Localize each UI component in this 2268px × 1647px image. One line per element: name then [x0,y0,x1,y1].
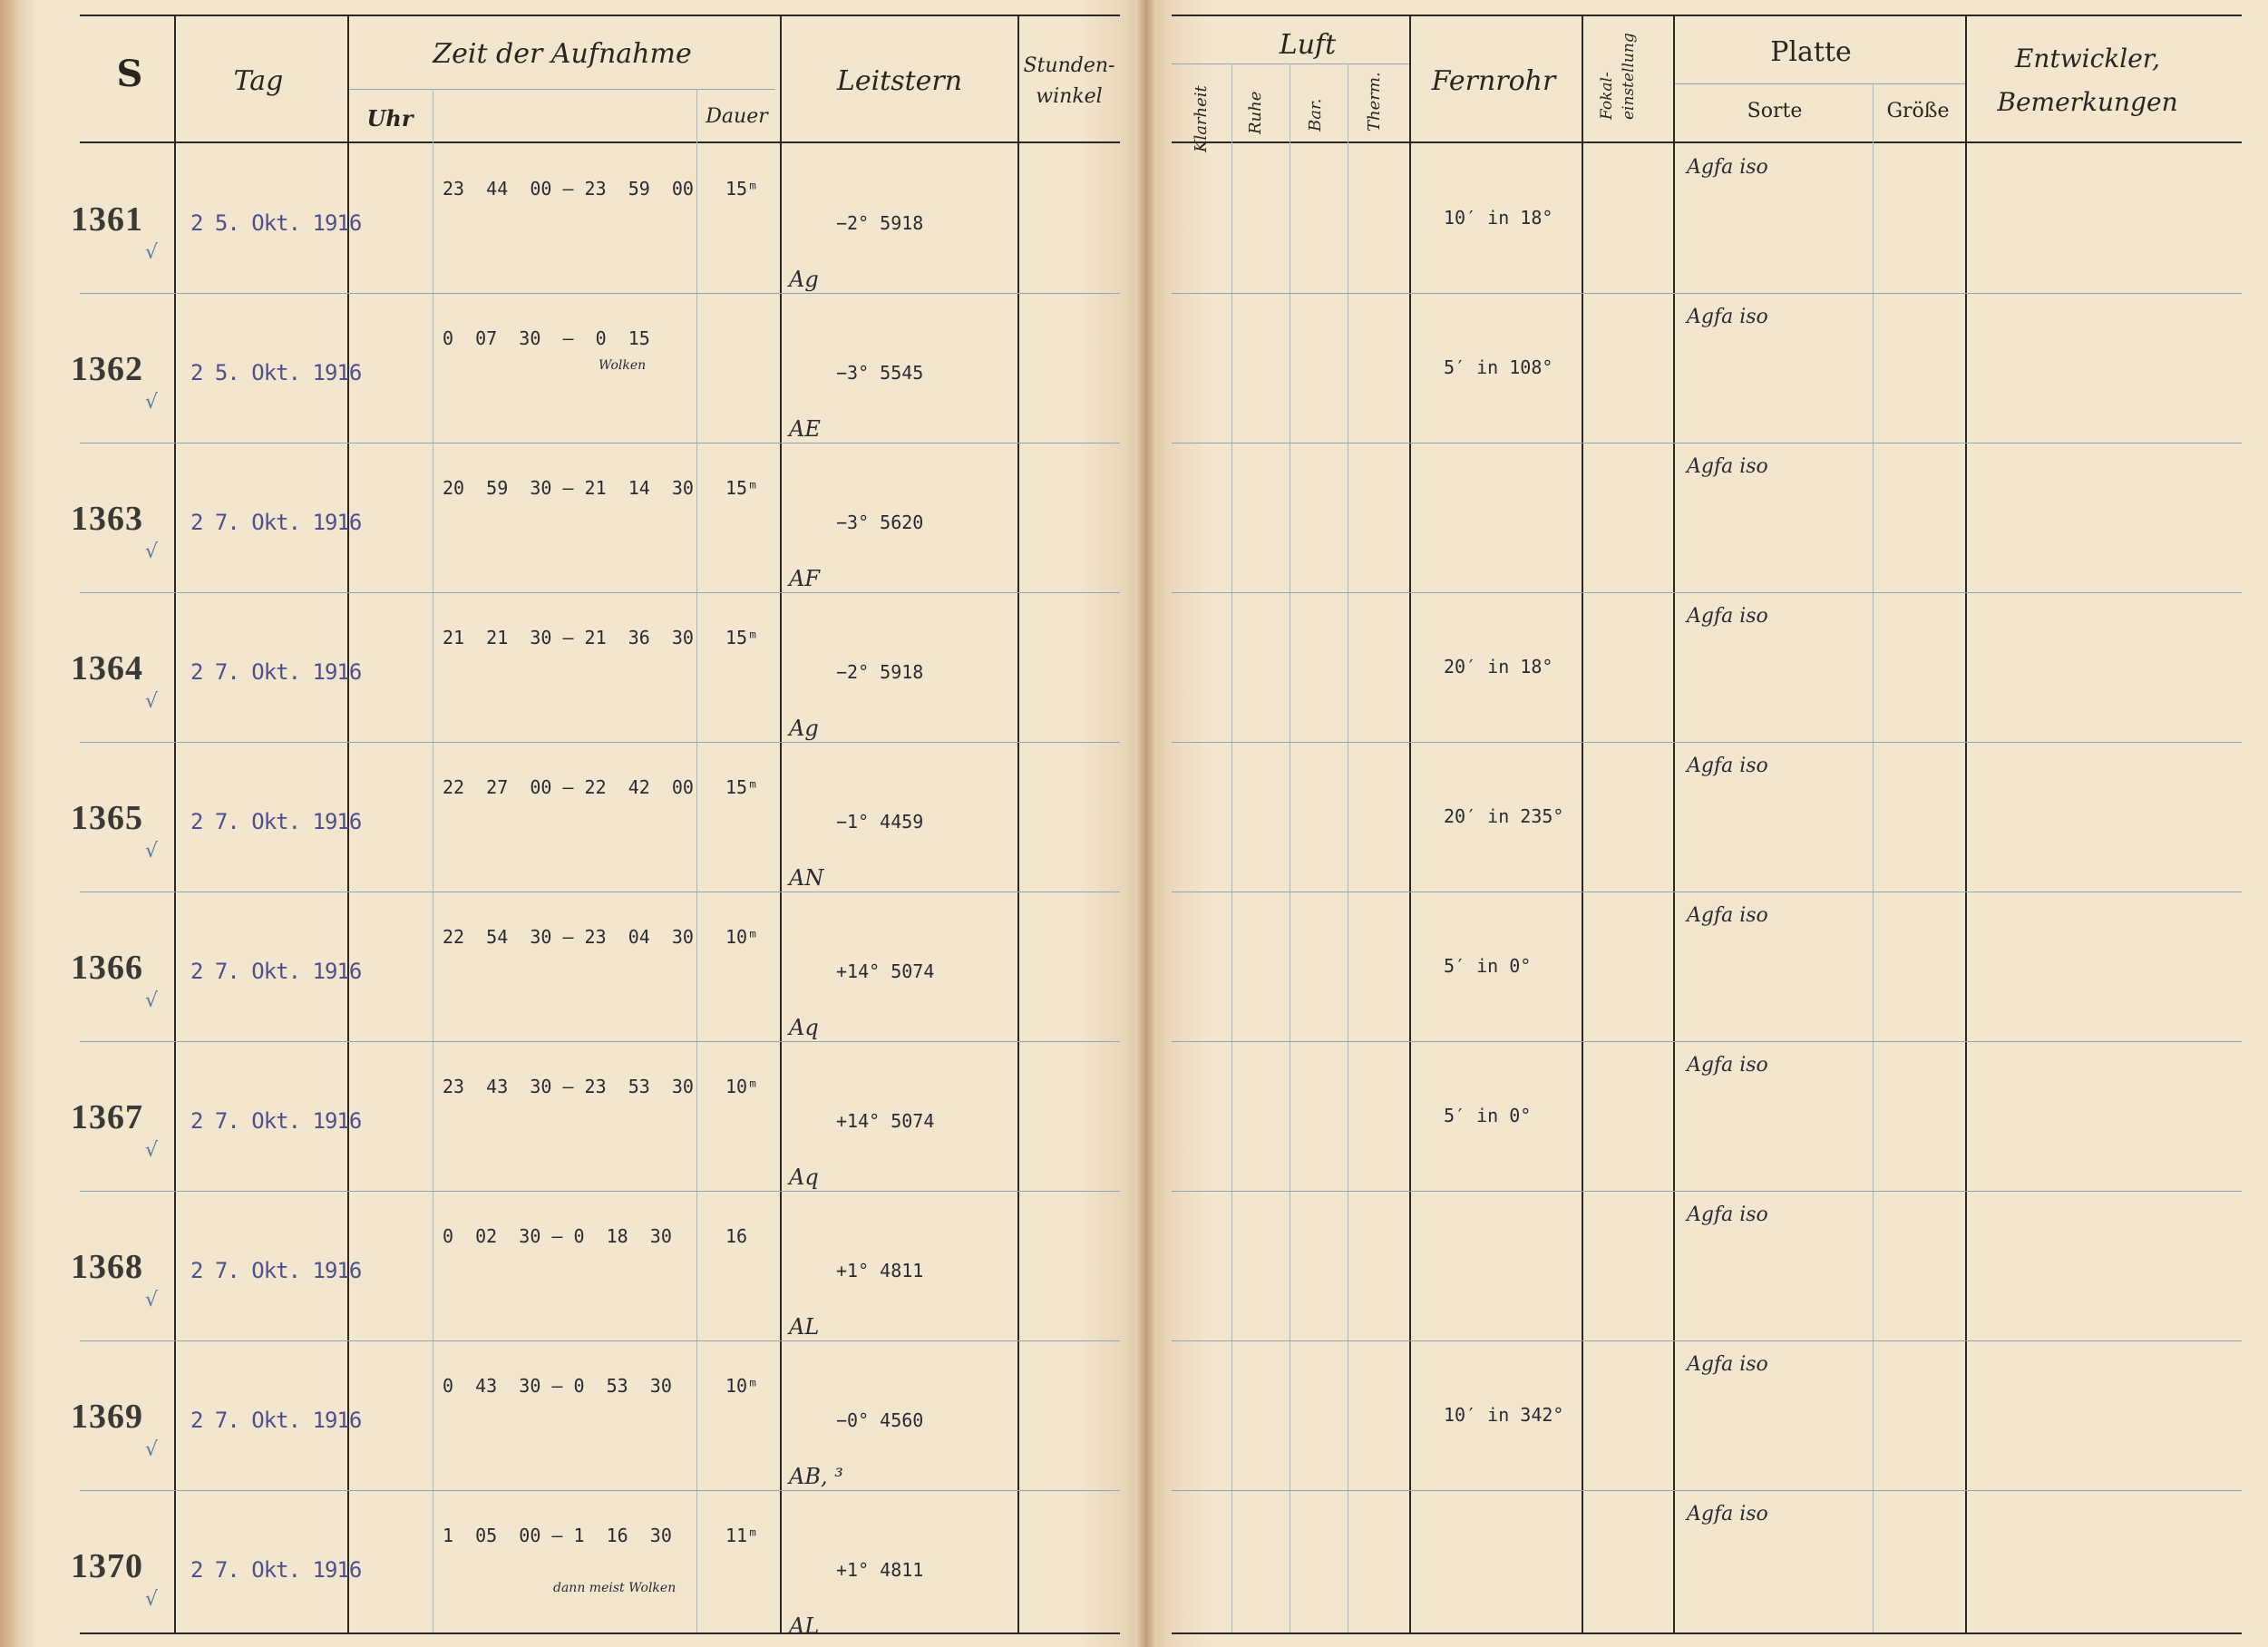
check-mark: √ [145,840,159,862]
exposure-time: 22 54 30 – 23 04 30 [443,926,694,948]
groesse-divider [1873,83,1874,1632]
plate-type: Agfa iso [1687,1353,1768,1376]
bottom-rule [80,1632,1120,1634]
header-luft: Luft [1279,29,1337,61]
row-rule [80,1191,1120,1192]
header-groesse: Größe [1886,100,1950,122]
row-rule [80,1041,1120,1042]
header-zeit: Zeit der Aufnahme [433,38,692,70]
check-mark: √ [145,989,159,1012]
header-fokal-2: einstellung [1620,33,1638,120]
header-leitstern: Leitstern [836,65,963,97]
row-rule [1172,592,2242,593]
guide-star-label: Ag [789,267,819,292]
top-rule [1172,15,2242,16]
header-ruhe: Ruhe [1246,91,1265,134]
check-mark: √ [145,1588,159,1611]
header-bar: Bar. [1306,98,1325,132]
platte-sub-rule [1675,83,1965,84]
row-rule [80,1490,1120,1491]
guide-star-value: −3° 5620 [836,512,924,533]
row-rule [1172,1340,2242,1341]
guide-star-label: AE [789,416,821,442]
plate-number: 1367 [71,1098,143,1136]
exposure-time: 21 21 30 – 21 36 30 [443,627,694,648]
guide-star-value: −1° 4459 [836,811,924,833]
telescope-setting: 10′ in 18° [1444,207,1553,229]
column-divider [780,15,782,1632]
header-rule [80,141,1120,143]
row-rule [1172,1191,2242,1192]
guide-star-value: +14° 5074 [836,960,935,982]
guide-star-label: AF [789,566,820,591]
guide-star-label: Ag [789,716,819,741]
telescope-setting: 5′ in 108° [1444,356,1553,378]
dauer-divider [696,89,697,1632]
header-stunden-1: Stunden- [1023,54,1115,77]
plate-number: 1361 [71,200,143,239]
header-fernrohr: Fernrohr [1431,65,1556,97]
header-klarheit: Klarheit [1192,85,1211,152]
luft-sub-rule [1172,63,1409,64]
header-uhr: Uhr [366,105,414,132]
exposure-duration: 11ᵐ [725,1525,759,1546]
plate-number: 1369 [71,1398,143,1436]
column-divider [1017,15,1019,1632]
row-rule [80,592,1120,593]
check-mark: √ [145,391,159,414]
row-rule [80,1340,1120,1341]
row-rule [80,293,1120,294]
exposure-duration: 15ᵐ [725,627,759,648]
plate-type: Agfa iso [1687,1054,1768,1077]
column-divider [1965,15,1967,1632]
exposure-time: 20 59 30 – 21 14 30 [443,477,694,499]
guide-star-value: +1° 4811 [836,1559,924,1581]
exposure-duration: 10ᵐ [725,1375,759,1397]
header-fokal-1: Fokal- [1598,72,1616,120]
check-mark: √ [145,1438,159,1461]
plate-number: 1362 [71,350,143,388]
plate-type: Agfa iso [1687,1503,1768,1525]
plate-number: 1363 [71,500,143,538]
plate-number: 1364 [71,649,143,687]
check-mark: √ [145,1289,159,1311]
date-stamp: 2 7. Okt. 1916 [190,1557,362,1583]
header-dauer: Dauer [706,105,768,128]
check-mark: √ [145,690,159,713]
date-stamp: 2 5. Okt. 1916 [190,210,362,236]
exposure-time: 23 44 00 – 23 59 00 [443,178,694,200]
plate-type: Agfa iso [1687,306,1768,328]
guide-star-label: AL [789,1613,820,1639]
exposure-time: 0 07 30 – 0 15 [443,327,650,349]
row-rule [1172,742,2242,743]
exposure-time: 0 02 30 – 0 18 30 [443,1225,672,1247]
right-page [1144,0,2268,1647]
exposure-duration: 10ᵐ [725,926,759,948]
luft-sub-divider [1231,63,1232,1632]
plate-type: Agfa iso [1687,755,1768,777]
header-sorte: Sorte [1747,100,1803,122]
guide-star-label: Aq [789,1015,819,1040]
guide-star-value: −2° 5918 [836,212,924,234]
guide-star-value: +14° 5074 [836,1110,935,1132]
guide-star-label: AB, ³ [789,1464,843,1489]
plate-number: 1365 [71,799,143,837]
exposure-time: 22 27 00 – 22 42 00 [443,776,694,798]
plate-number: 1366 [71,949,143,987]
guide-star-value: −2° 5918 [836,661,924,683]
date-stamp: 2 7. Okt. 1916 [190,1258,362,1283]
header-tag: Tag [233,65,284,97]
column-divider [1582,15,1583,1632]
telescope-setting: 5′ in 0° [1444,1105,1532,1126]
column-divider [1409,15,1411,1632]
guide-star-value: −3° 5545 [836,362,924,384]
date-stamp: 2 5. Okt. 1916 [190,360,362,385]
header-rule [1172,141,2242,143]
book-gutter [1135,0,1157,1647]
exposure-time: 1 05 00 – 1 16 30 [443,1525,672,1546]
header-platte: Platte [1770,36,1852,68]
telescope-setting: 20′ in 235° [1444,805,1564,827]
date-stamp: 2 7. Okt. 1916 [190,1108,362,1134]
guide-star-label: Aq [789,1165,819,1190]
guide-star-label: AL [789,1314,820,1340]
guide-star-value: +1° 4811 [836,1260,924,1282]
exposure-note: Wolken [599,358,647,373]
guide-star-value: −0° 4560 [836,1409,924,1431]
bottom-rule [1172,1632,2242,1634]
check-mark: √ [145,241,159,264]
date-stamp: 2 7. Okt. 1916 [190,659,362,685]
header-entwickler-2: Bemerkungen [1997,87,2178,117]
top-rule [80,15,1120,16]
column-divider [174,15,176,1632]
plate-type: Agfa iso [1687,455,1768,478]
date-stamp: 2 7. Okt. 1916 [190,510,362,535]
exposure-duration: 15ᵐ [725,178,759,200]
row-rule [1172,293,2242,294]
zeit-sub-rule [349,89,775,90]
header-therm: Therm. [1365,72,1384,132]
date-stamp: 2 7. Okt. 1916 [190,809,362,834]
row-rule [80,742,1120,743]
date-stamp: 2 7. Okt. 1916 [190,959,362,984]
exposure-note: dann meist Wolken [553,1581,677,1595]
exposure-time: 23 43 30 – 23 53 30 [443,1076,694,1097]
telescope-setting: 10′ in 342° [1444,1404,1564,1426]
exposure-duration: 10ᵐ [725,1076,759,1097]
row-rule [1172,1490,2242,1491]
exposure-time: 0 43 30 – 0 53 30 [443,1375,672,1397]
check-mark: √ [145,541,159,563]
header-s: S [116,53,143,95]
column-divider [1673,15,1675,1632]
plate-type: Agfa iso [1687,904,1768,927]
exposure-duration: 15ᵐ [725,776,759,798]
date-stamp: 2 7. Okt. 1916 [190,1408,362,1433]
plate-number: 1368 [71,1248,143,1286]
guide-star-label: AN [789,865,824,891]
row-rule [1172,1041,2242,1042]
plate-type: Agfa iso [1687,156,1768,179]
header-entwickler-1: Entwickler, [2014,44,2161,73]
check-mark: √ [145,1139,159,1162]
exposure-duration: 15ᵐ [725,477,759,499]
telescope-setting: 20′ in 18° [1444,656,1553,677]
plate-type: Agfa iso [1687,605,1768,628]
exposure-duration: 16 [725,1225,748,1247]
plate-number: 1370 [71,1547,143,1585]
plate-type: Agfa iso [1687,1204,1768,1226]
header-stunden-2: winkel [1036,85,1103,108]
telescope-setting: 5′ in 0° [1444,955,1532,977]
